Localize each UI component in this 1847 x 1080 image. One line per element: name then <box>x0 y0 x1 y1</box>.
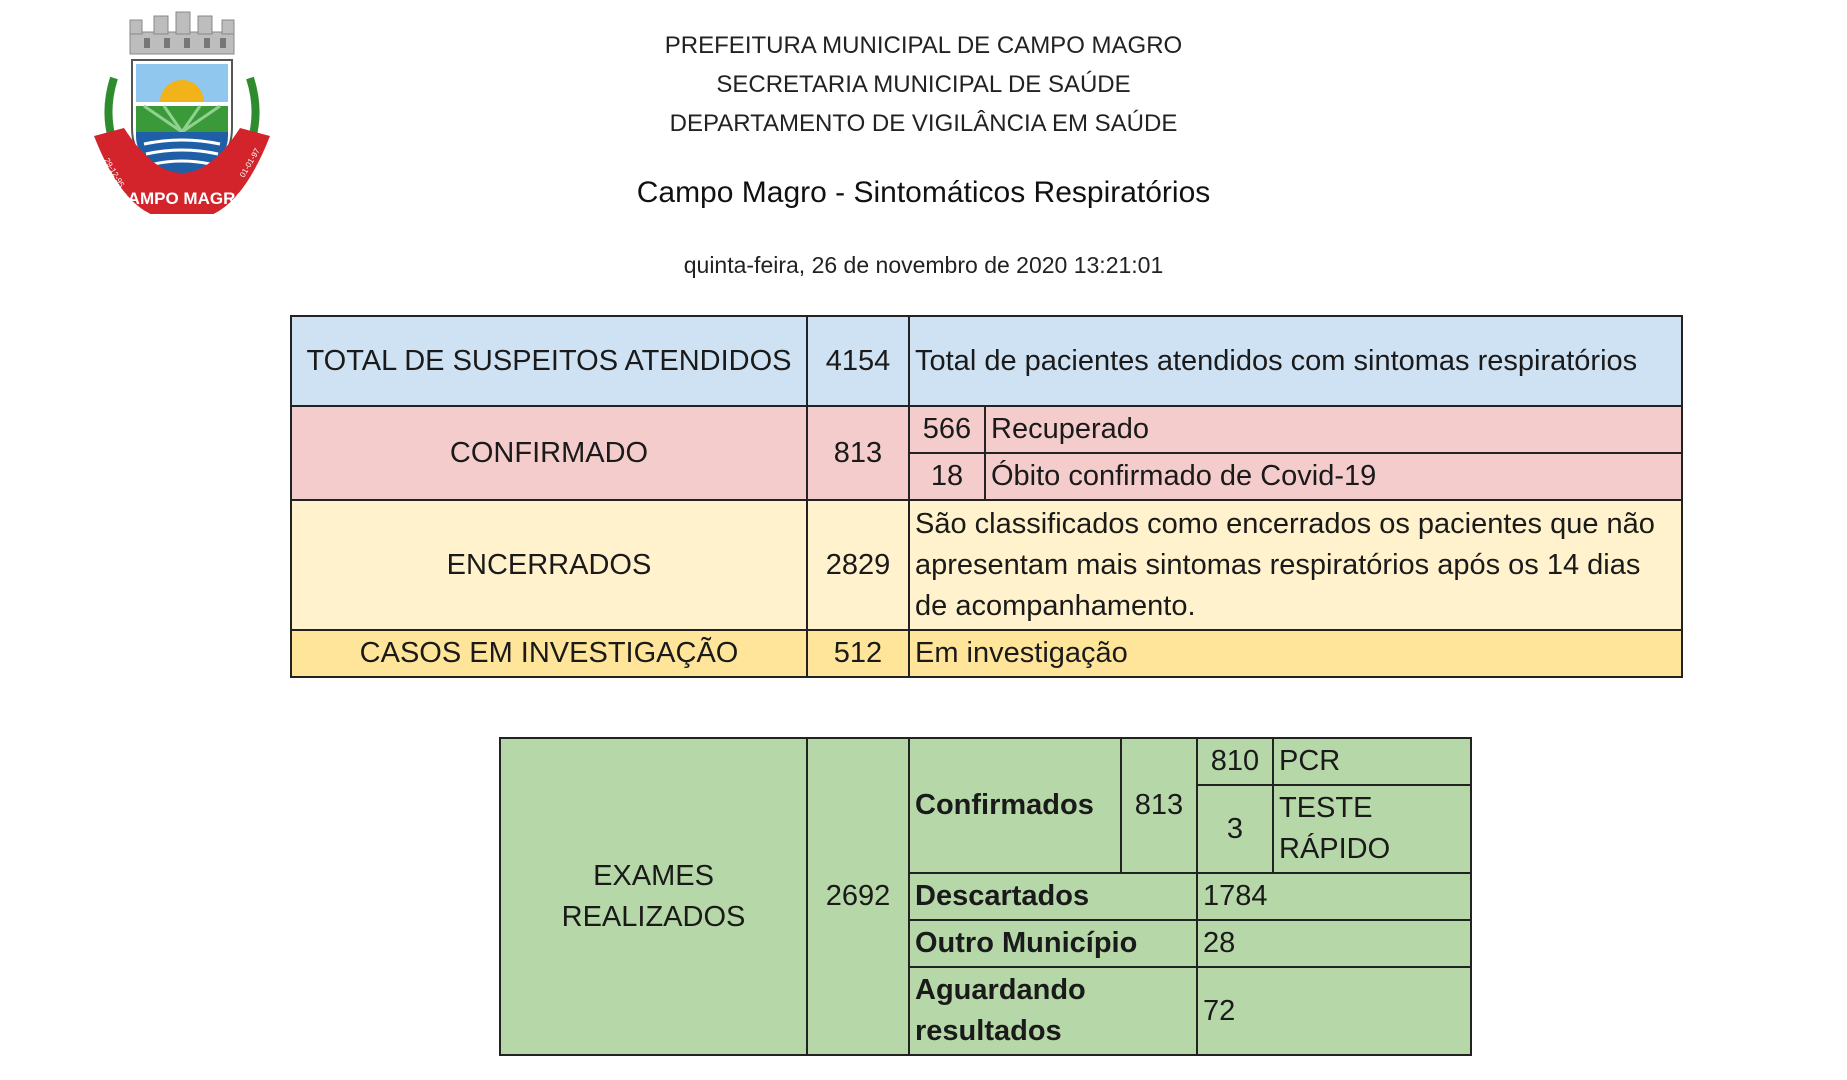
header-prefeitura: PREFEITURA MUNICIPAL DE CAMPO MAGRO <box>664 32 1183 59</box>
row-investigacao <box>291 630 1682 677</box>
confirmado-label: CONFIRMADO <box>291 406 807 500</box>
aguardando-label: Aguardando resultados <box>909 967 1197 1055</box>
row-total-suspeitos <box>291 316 1682 406</box>
pcr-value: 810 <box>1197 738 1273 785</box>
investigacao-label: CASOS EM INVESTIGAÇÃO <box>291 630 807 677</box>
summary-table <box>290 315 1683 678</box>
encerrados-description: São classificados como encerrados os pacientes que não apresentam mais sintomas respiratórios após os 14 dias de acompanhamento. <box>909 500 1682 630</box>
logo-banner-text: CAMPO MAGRO <box>115 189 249 208</box>
obito-value: 18 <box>909 453 985 500</box>
descartados-label: Descartados <box>909 873 1197 920</box>
total-label: TOTAL DE SUSPEITOS ATENDIDOS <box>291 316 807 406</box>
outro-municipio-label: Outro Município <box>909 920 1197 967</box>
recuperado-value: 566 <box>909 406 985 453</box>
report-date: quinta-feira, 26 de novembro de 2020 13:21:01 <box>683 252 1164 278</box>
obito-label: Óbito confirmado de Covid-19 <box>985 453 1682 500</box>
logo-left-date: 29-12-95 <box>102 156 127 189</box>
exames-label: EXAMES REALIZADOS <box>500 738 807 1055</box>
aguardando-value: 72 <box>1197 967 1471 1055</box>
row-pcr <box>500 738 1471 785</box>
pcr-label: PCR <box>1273 738 1471 785</box>
exames-value: 2692 <box>807 738 909 1055</box>
row-encerrados <box>291 500 1682 630</box>
teste-rapido-value: 3 <box>1197 785 1273 873</box>
teste-rapido-label: TESTE RÁPIDO <box>1273 785 1471 873</box>
total-description: Total de pacientes atendidos com sintomas respiratórios <box>909 316 1682 406</box>
investigacao-value: 512 <box>807 630 909 677</box>
descartados-value: 1784 <box>1197 873 1471 920</box>
encerrados-value: 2829 <box>807 500 909 630</box>
confirmado-value: 813 <box>807 406 909 500</box>
total-value: 4154 <box>807 316 909 406</box>
confirmados-label: Confirmados <box>909 738 1121 873</box>
exames-table <box>499 737 1472 1056</box>
row-confirmado <box>291 406 1682 453</box>
confirmados-value: 813 <box>1121 738 1197 873</box>
header-departamento: DEPARTAMENTO DE VIGILÂNCIA EM SAÚDE <box>669 110 1178 137</box>
outro-municipio-value: 28 <box>1197 920 1471 967</box>
recuperado-label: Recuperado <box>985 406 1682 453</box>
page-title: Campo Magro - Sintomáticos Respiratórios <box>636 176 1211 209</box>
logo-right-date: 01-01-97 <box>237 146 262 179</box>
encerrados-label: ENCERRADOS <box>291 500 807 630</box>
header-secretaria: SECRETARIA MUNICIPAL DE SAÚDE <box>716 71 1131 98</box>
investigacao-description: Em investigação <box>909 630 1682 677</box>
